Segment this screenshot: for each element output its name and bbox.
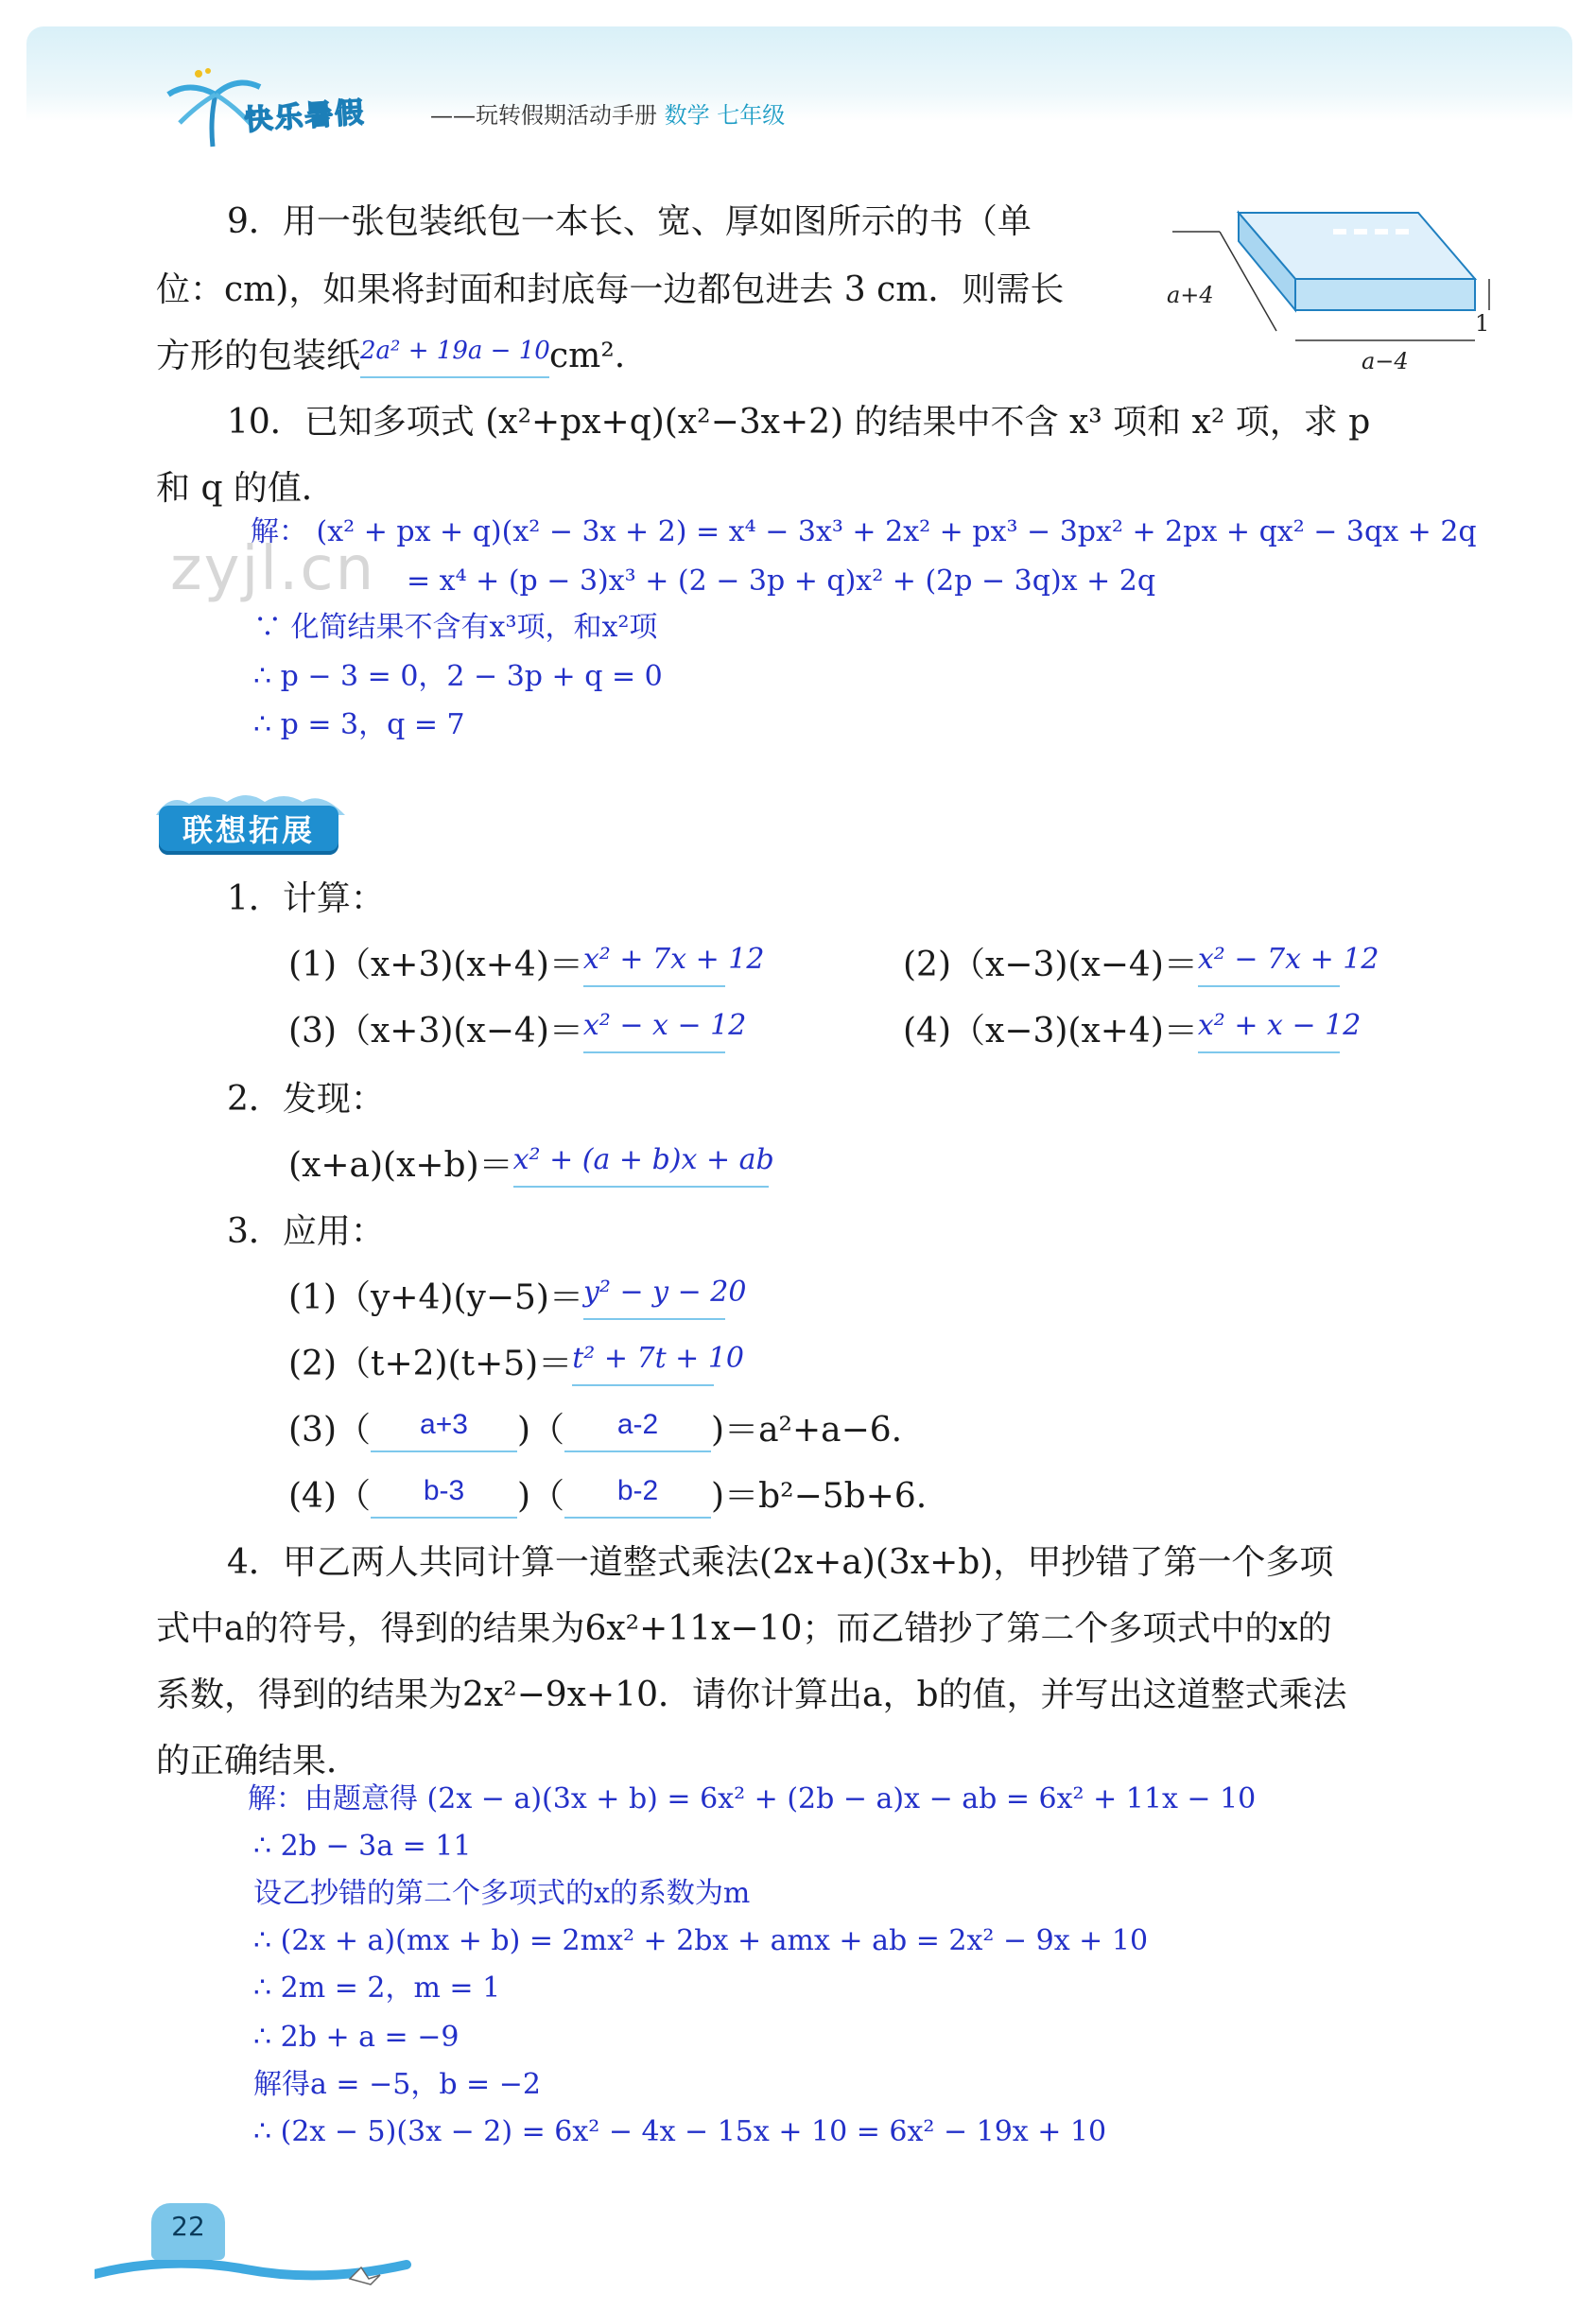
p1-answer-3: x² − x − 12 bbox=[582, 1009, 747, 1042]
q10-solution-1: 解： (x² + px + q)(x² − 3x + 2) = x⁴ − 3x³ + 2x² + px³ − 3px² + 2px + qx² − 3qx + 2q bbox=[251, 515, 1477, 548]
q9-line3: 方形的包装纸 2a² + 19a − 10 cm². bbox=[156, 335, 625, 378]
p2-title: 2．发现： bbox=[227, 1080, 385, 1119]
p4-solution-1: 解：由题意得 (2x − a)(3x + b) = 6x² + (2b − a)x − ab = 6x² + 11x − 10 bbox=[248, 1782, 1257, 1815]
p4-line2: 式中a的符号，得到的结果为6x²+11x−10；而乙错抄了第二个多项式中的x的 bbox=[156, 1609, 1332, 1648]
q9-line1: 9．用一张包装纸包一本长、宽、厚如图所示的书（单 bbox=[227, 202, 1032, 241]
p4-line1: 4．甲乙两人共同计算一道整式乘法(2x+a)(3x+b)，甲抄错了第一个多项 bbox=[227, 1543, 1334, 1582]
p4-solution-6: ∴ 2b + a = −9 bbox=[253, 2021, 460, 2054]
q9-line2: 位：cm)，如果将封面和封底每一边都包进去 3 cm．则需长 bbox=[156, 270, 1065, 309]
p3-answer-3a: a+3 bbox=[420, 1409, 468, 1440]
p3-answer-3b: a-2 bbox=[616, 1409, 659, 1440]
p3-answer-1: y² − y − 20 bbox=[582, 1276, 747, 1309]
p4-solution-3: 设乙抄错的第二个多项式的x的系数为m bbox=[253, 1877, 751, 1910]
page-number-badge bbox=[151, 2203, 225, 2260]
p3-item-4: (4)（ b-3 )（ b-2 )＝b²−5b+6. bbox=[288, 1475, 927, 1519]
section-title: 联想拓展 bbox=[159, 806, 338, 855]
book-figure bbox=[1163, 189, 1494, 388]
header-subtitle: ——玩转假期活动手册 数学 七年级 bbox=[430, 102, 786, 129]
p1-item-3: (3)（x+3)(x−4)＝ x² − x − 12 bbox=[288, 1010, 725, 1053]
p1-answer-4: x² + x − 12 bbox=[1197, 1009, 1362, 1042]
figure-label-width: a−4 bbox=[1362, 348, 1409, 374]
p1-item-4: (4)（x−3)(x+4)＝ x² + x − 12 bbox=[903, 1010, 1340, 1053]
p3-answer-4a: b-3 bbox=[423, 1475, 465, 1506]
q10-line2: 和 q 的值． bbox=[156, 469, 336, 508]
p2-item: (x+a)(x+b)＝ x² + (a + b)x + ab bbox=[288, 1144, 769, 1188]
p3-title: 3．应用： bbox=[227, 1212, 385, 1251]
p1-title: 1．计算： bbox=[227, 879, 385, 918]
figure-label-thickness: 1 bbox=[1475, 310, 1490, 337]
q10-solution-2: = x⁴ + (p − 3)x³ + (2 − 3p + q)x² + (2p − 3q)x + 2q bbox=[407, 564, 1156, 598]
p1-item-2: (2)（x−3)(x−4)＝ x² − 7x + 12 bbox=[903, 944, 1340, 987]
p3-item-3: (3)（ a+3 )（ a-2 )＝a²+a−6. bbox=[288, 1409, 902, 1452]
p1-answer-2: x² − 7x + 12 bbox=[1197, 943, 1379, 976]
q10-solution-4: ∴ p − 3 = 0，2 − 3p + q = 0 bbox=[253, 660, 663, 693]
p4-solution-8: ∴ (2x − 5)(3x − 2) = 6x² − 4x − 15x + 10 = 6x² − 19x + 10 bbox=[253, 2115, 1107, 2148]
p3-answer-2: t² + 7t + 10 bbox=[572, 1342, 745, 1375]
q10-line1: 10．已知多项式 (x²+px+q)(x²−3x+2) 的结果中不含 x³ 项和 x² 项，求 p bbox=[227, 403, 1371, 442]
p3-item-2: (2)（t+2)(t+5)＝ t² + 7t + 10 bbox=[288, 1343, 714, 1386]
p4-solution-5: ∴ 2m = 2，m = 1 bbox=[253, 1971, 501, 2005]
p4-solution-4: ∴ (2x + a)(mx + b) = 2mx² + 2bx + amx + ab = 2x² − 9x + 10 bbox=[253, 1924, 1149, 1957]
p1-item-1: (1)（x+3)(x+4)＝ x² + 7x + 12 bbox=[288, 944, 725, 987]
p3-answer-4b: b-2 bbox=[616, 1475, 659, 1506]
p4-line4: 的正确结果． bbox=[156, 1742, 361, 1780]
p4-solution-2: ∴ 2b − 3a = 11 bbox=[253, 1830, 472, 1863]
q9-answer: 2a² + 19a − 10 bbox=[360, 337, 550, 365]
logo-text: 快乐暑假 bbox=[243, 96, 367, 138]
p4-line3: 系数，得到的结果为2x²−9x+10．请你计算出a，b的值，并写出这道整式乘法 bbox=[156, 1676, 1347, 1714]
q10-solution-3: ∵ 化简结果不含有x³项，和x²项 bbox=[253, 611, 658, 644]
figure-label-length: a+4 bbox=[1167, 282, 1214, 308]
p2-answer: x² + (a + b)x + ab bbox=[512, 1143, 774, 1176]
q9-answer-blank bbox=[360, 339, 549, 378]
p4-solution-7: 解得a = −5，b = −2 bbox=[253, 2068, 541, 2101]
q10-solution-5: ∴ p = 3，q = 7 bbox=[253, 708, 465, 741]
p3-item-1: (1)（y+4)(y−5)＝ y² − y − 20 bbox=[288, 1277, 725, 1320]
watermark: zyjl.cn bbox=[170, 534, 376, 604]
page-number: 22 bbox=[171, 2211, 205, 2242]
p1-answer-1: x² + 7x + 12 bbox=[582, 943, 765, 976]
